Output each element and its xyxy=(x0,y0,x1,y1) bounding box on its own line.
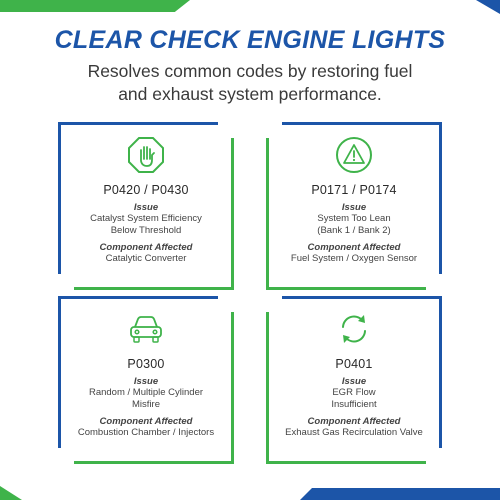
issue-line: EGR Flow xyxy=(332,387,376,398)
component-label: Component Affected xyxy=(99,242,193,253)
page-subtitle xyxy=(40,60,460,106)
component-label: Component Affected xyxy=(307,416,401,427)
card-face xyxy=(269,125,439,287)
error-code: P0300 xyxy=(127,357,165,371)
issue-line: System Too Lean xyxy=(317,213,391,224)
issue-text xyxy=(269,213,439,237)
issue-line: Below Threshold xyxy=(110,225,182,236)
corner-accent-blue-top xyxy=(476,0,500,14)
error-code: P0420 / P0430 xyxy=(103,183,189,197)
error-code: P0401 xyxy=(335,357,373,371)
card-face xyxy=(61,299,231,461)
code-card-p0300 xyxy=(58,296,234,464)
card-face xyxy=(61,125,231,287)
recirculate-arrows-icon xyxy=(269,307,439,351)
error-code: P0171 / P0174 xyxy=(311,183,397,197)
issue-label: Issue xyxy=(133,376,159,387)
card-face xyxy=(269,299,439,461)
page-title: CLEAR CHECK ENGINE LIGHTS xyxy=(54,26,446,54)
issue-label: Issue xyxy=(133,202,159,213)
issue-line: Catalyst System Efficiency xyxy=(90,213,202,224)
code-card-p0420 xyxy=(58,122,234,290)
subtitle-line: Resolves common codes by restoring fuel xyxy=(87,61,413,81)
issue-text xyxy=(269,387,439,411)
issue-line: Random / Multiple Cylinder xyxy=(88,387,204,398)
code-card-p0171 xyxy=(266,122,442,290)
component-text: Combustion Chamber / Injectors xyxy=(77,427,215,438)
warning-triangle-icon xyxy=(269,133,439,177)
component-label: Component Affected xyxy=(307,242,401,253)
issue-label: Issue xyxy=(341,376,367,387)
code-card-p0401 xyxy=(266,296,442,464)
subtitle-line: and exhaust system performance. xyxy=(118,84,382,104)
component-text: Exhaust Gas Recirculation Valve xyxy=(285,427,423,438)
issue-line: Insufficient xyxy=(331,399,377,410)
corner-accent-green-bottom xyxy=(0,486,22,500)
issue-label: Issue xyxy=(341,202,367,213)
corner-accent-blue-bottom xyxy=(300,488,500,500)
corner-accent-green-top xyxy=(0,0,190,12)
issue-text xyxy=(61,213,231,237)
issue-line: (Bank 1 / Bank 2) xyxy=(317,225,391,236)
component-label: Component Affected xyxy=(99,416,193,427)
stop-hand-icon xyxy=(61,133,231,177)
component-text: Fuel System / Oxygen Sensor xyxy=(290,253,418,264)
issue-text xyxy=(61,387,231,411)
issue-line: Misfire xyxy=(132,399,160,410)
component-text: Catalytic Converter xyxy=(105,253,187,264)
car-icon xyxy=(61,307,231,351)
